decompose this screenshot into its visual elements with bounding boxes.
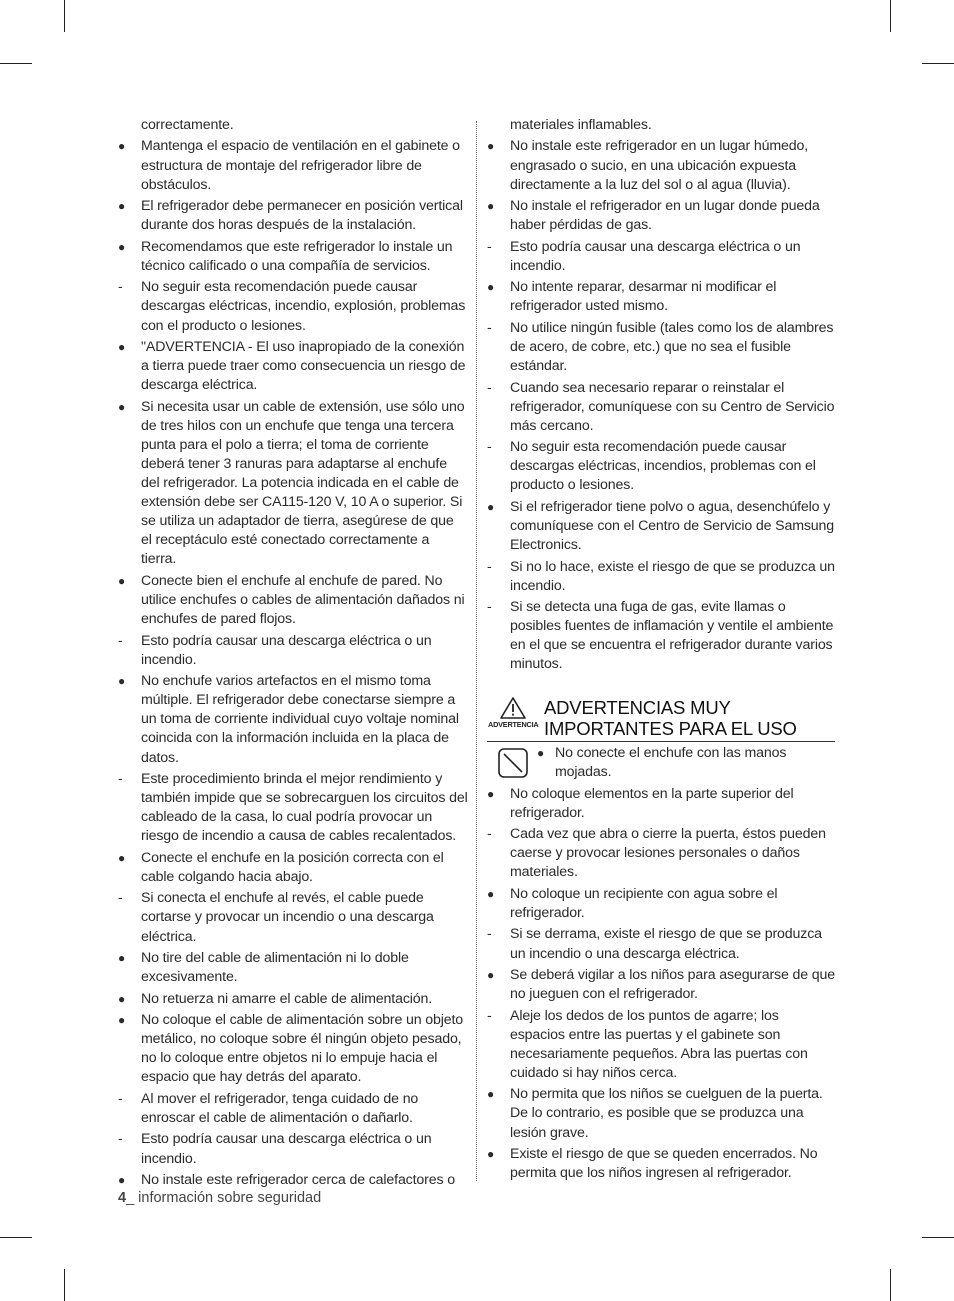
list-item [487, 1085, 837, 1142]
bullet-marker: ● [487, 139, 495, 154]
crop-mark [0, 63, 32, 64]
list-item [118, 238, 468, 276]
list-item-text: Si se detecta una fuga de gas, evite llamas o posibles fuentes de inflamación y ventile el ambiente en el que se encuentra el refrigerador durante varios minutos. [510, 599, 834, 673]
list-item-text: No coloque el cable de alimentación sobre un objeto metálico, no coloque sobre él ningún objeto pesado, no lo coloque entre objetos ni lo empuje hacia el espacio que hay detrás del aparato. [141, 1012, 464, 1086]
bullet-marker: ● [487, 886, 495, 901]
list-item-text: Cuando sea necesario reparar o reinstalar el refrigerador, comuníquese con su Centro de Servicio más cercano. [510, 379, 835, 434]
dash-marker: - [487, 599, 492, 616]
list-item [118, 672, 468, 767]
bullet-marker: ● [118, 674, 126, 689]
list-item-text: No coloque un recipiente con agua sobre el refrigerador. [510, 885, 778, 921]
list-item [487, 319, 837, 376]
dash-marker: - [118, 1090, 123, 1107]
list-item [487, 379, 837, 436]
bullet-marker: ● [487, 786, 495, 801]
column-divider [476, 121, 477, 1181]
section-header [487, 697, 835, 742]
dash-marker: - [487, 379, 492, 396]
list-item [487, 278, 837, 316]
list-item-text: Recomendamos que este refrigerador lo instale un técnico calificado o una compañía de servicios. [141, 238, 453, 274]
warning-triangle-icon [500, 697, 526, 719]
list-item-text: Si el refrigerador tiene polvo o agua, desenchúfelo y comuníquese con el Centro de Servicio de Samsung Electronics. [510, 498, 835, 554]
list-item [118, 949, 468, 987]
list-item-text: No instale este refrigerador en un lugar húmedo, engrasado o sucio, en una ubicación expuesta directamente a la luz del sol o al agua (lluvia). [510, 138, 809, 193]
list-item [118, 398, 468, 570]
list-item-text: No enchufe varios artefactos en el mismo toma múltiple. El refrigerador debe conectarse siempre a un toma de corriente individual cuyo voltaje nominal coincida con la información incluida en la placa de datos. [141, 673, 459, 766]
left-column [118, 116, 468, 1192]
list-item [487, 744, 837, 782]
list-item [118, 990, 468, 1009]
bullet-marker: ● [118, 1173, 126, 1187]
bullet-marker: ● [118, 573, 126, 588]
list-item [487, 785, 837, 823]
list-item-text: Esto podría causar una descarga eléctrica o un incendio. [141, 1131, 432, 1167]
dash-marker: - [118, 279, 123, 296]
list-item-text: Se deberá vigilar a los niños para asegurarse de que no jueguen con el refrigerador. [510, 966, 836, 1003]
list-item-text: No conecte el enchufe con las manos mojadas. [555, 745, 787, 781]
list-item [487, 1007, 837, 1083]
list-item [118, 1171, 468, 1190]
list-item [487, 238, 837, 276]
dash-marker: - [487, 558, 492, 575]
list-item-text: Conecte el enchufe en la posición correcta con el cable colgando hacia abajo. [141, 849, 444, 885]
list-item-text: Mantenga el espacio de ventilación en el gabinete o estructura de montaje del refrigerador libre de obstáculos. [141, 138, 460, 193]
crop-mark [0, 1237, 32, 1238]
dash-marker: - [487, 238, 492, 255]
crop-mark [922, 1237, 954, 1238]
list-item [487, 1145, 837, 1183]
dash-marker: - [118, 1131, 123, 1148]
crop-mark [890, 1269, 891, 1301]
list-item-text: No tire del cable de alimentación ni lo doble excesivamente. [141, 950, 409, 986]
footer-text: _ información sobre seguridad [126, 1190, 322, 1206]
right-column-top [487, 116, 837, 677]
crop-mark [890, 0, 891, 32]
dash-marker: - [487, 926, 492, 943]
page-footer [118, 1190, 321, 1206]
list-item [487, 498, 837, 555]
list-item [487, 558, 837, 596]
list-item [487, 825, 837, 882]
list-item-text: Esto podría causar una descarga eléctrica o un incendio. [141, 632, 432, 668]
list-item-text: No instale este refrigerador cerca de calefactores o [141, 1172, 455, 1188]
list-item-text: No utilice ningún fusible (tales como los de alambres de acero, de cobre, etc.) que no sea el fusible estándar. [510, 319, 834, 375]
list-item-text: No coloque elementos en la parte superior del refrigerador. [510, 785, 794, 821]
list-item [118, 1130, 468, 1168]
list-item [487, 438, 837, 495]
dash-marker: - [487, 1007, 492, 1024]
list-item-text: Cada vez que abra o cierre la puerta, éstos pueden caerse y provocar lesiones personales o daños materiales. [510, 826, 826, 881]
bullet-marker: ● [118, 850, 126, 865]
dash-marker: - [487, 826, 492, 843]
list-item [118, 278, 468, 335]
list-item-text: Si necesita usar un cable de extensión, use sólo uno de tres hilos con un enchufe que tenga una tercera punta para el polo a tierra; el toma de corriente deberá tener 3 ranuras para adaptarse al enchufe del refrigerador. La potencia indicada en el cable de extensión debe ser CA115-120 V, 10 A o superior. Si se utiliza un adaptador de tierra, asegúrese de que el receptáculo esté conectado correctamente a tierra. [141, 398, 465, 568]
bullet-marker: ● [118, 399, 126, 414]
bullet-marker: ● [118, 199, 126, 214]
bullet-marker: ● [537, 746, 545, 760]
list-item-text: No seguir esta recomendación puede causar descargas eléctricas, incendios, problemas con el producto o lesiones. [510, 439, 816, 494]
bullet-marker: ● [118, 339, 126, 354]
list-item-text: Conecte bien el enchufe al enchufe de pared. No utilice enchufes o cables de alimentación dañados ni enchufes de pared flojos. [141, 572, 465, 628]
dash-marker: - [118, 890, 123, 907]
right-column-bottom [487, 744, 837, 1186]
list-item [487, 925, 837, 963]
bullet-marker: ● [487, 967, 495, 982]
list-item [118, 1011, 468, 1087]
list-item [118, 1090, 468, 1128]
list-item-text: Esto podría causar una descarga eléctrica o un incendio. [510, 238, 801, 274]
list-item-text: No seguir esta recomendación puede causar descargas eléctricas, incendio, explosión, problemas con el producto o lesiones. [141, 279, 466, 334]
dash-marker: - [118, 771, 123, 787]
list-item [487, 197, 837, 235]
list-item [487, 598, 837, 674]
warning-block [487, 697, 541, 737]
bullet-marker: ● [487, 280, 495, 295]
section-title-line: IMPORTANTES PARA EL USO [544, 718, 797, 739]
list-item [118, 849, 468, 887]
list-item-text: "ADVERTENCIA - El uso inapropiado de la conexión a tierra puede traer como consecuencia un riesgo de descarga eléctrica. [141, 338, 466, 394]
bullet-marker: ● [487, 1147, 495, 1161]
bullet-marker: ● [118, 1013, 126, 1028]
list-item-text: Si conecta el enchufe al revés, el cable puede cortarse y provocar un incendio o una descarga eléctrica. [141, 890, 434, 945]
crop-mark [64, 0, 65, 32]
right-bottom-list [487, 785, 837, 1184]
bullet-marker: ● [118, 139, 126, 154]
bullet-marker: ● [118, 951, 126, 966]
list-item-text: correctamente. [141, 117, 234, 133]
list-item-text: Aleje los dedos de los puntos de agarre; los espacios entre las puertas y el gabinete son necesariamente pequeños. Abra las puertas con cuidado si hay niños cerca. [510, 1007, 808, 1081]
list-item-text: Este procedimiento brinda el mejor rendimiento y también impide que se sobrecarguen los circuitos del cableado de la casa, lo cual podría provocar un riesgo de incendio a causa de cables recalentados. [141, 771, 468, 845]
continued-text [118, 116, 468, 135]
warning-label: ADVERTENCIA [488, 720, 539, 729]
list-item [118, 770, 468, 846]
list-item [118, 572, 468, 629]
bullet-marker: ● [118, 991, 126, 1006]
list-item-text: El refrigerador debe permanecer en posición vertical durante dos horas después de la instalación. [141, 198, 463, 234]
list-item [118, 197, 468, 235]
bullet-marker: ● [487, 199, 495, 214]
list-item-text: Si no lo hace, existe el riesgo de que se produzca un incendio. [510, 558, 835, 594]
list-item-text: No intente reparar, desarmar ni modificar el refrigerador usted mismo. [510, 279, 777, 315]
list-item [487, 885, 837, 923]
list-item-text: Si se derrama, existe el riesgo de que se produzca un incendio o una descarga eléctrica. [510, 926, 822, 962]
list-item [487, 137, 837, 194]
list-item-text: materiales inflamables. [510, 117, 652, 133]
section-title [544, 697, 797, 739]
list-item [118, 632, 468, 670]
crop-mark [64, 1269, 65, 1301]
bullet-marker: ● [487, 1087, 495, 1102]
dash-marker: - [118, 632, 123, 649]
list-item [118, 137, 468, 194]
list-item-text: No instale el refrigerador en un lugar donde pueda haber pérdidas de gas. [510, 198, 820, 234]
list-item [118, 889, 468, 946]
list-item-text: No permita que los niños se cuelguen de la puerta. De lo contrario, es posible que se produzca una lesión grave. [510, 1086, 823, 1141]
list-item [118, 338, 468, 395]
list-item-text: Al mover el refrigerador, tenga cuidado de no enroscar el cable de alimentación o dañarlo. [141, 1090, 419, 1126]
section-title-line: ADVERTENCIAS MUY [544, 697, 731, 718]
bullet-marker: ● [118, 239, 126, 254]
page-number: 4 [118, 1190, 127, 1206]
list-item-text: Existe el riesgo de que se queden encerrados. No permita que los niños ingresen al refrigerador. [510, 1146, 818, 1182]
crop-mark [922, 63, 954, 64]
list-item [487, 966, 837, 1004]
continued-text [487, 116, 837, 135]
list-item-text: No retuerza ni amarre el cable de alimentación. [141, 990, 433, 1007]
dash-marker: - [487, 319, 492, 336]
bullet-marker: ● [487, 499, 495, 514]
dash-marker: - [487, 439, 492, 456]
